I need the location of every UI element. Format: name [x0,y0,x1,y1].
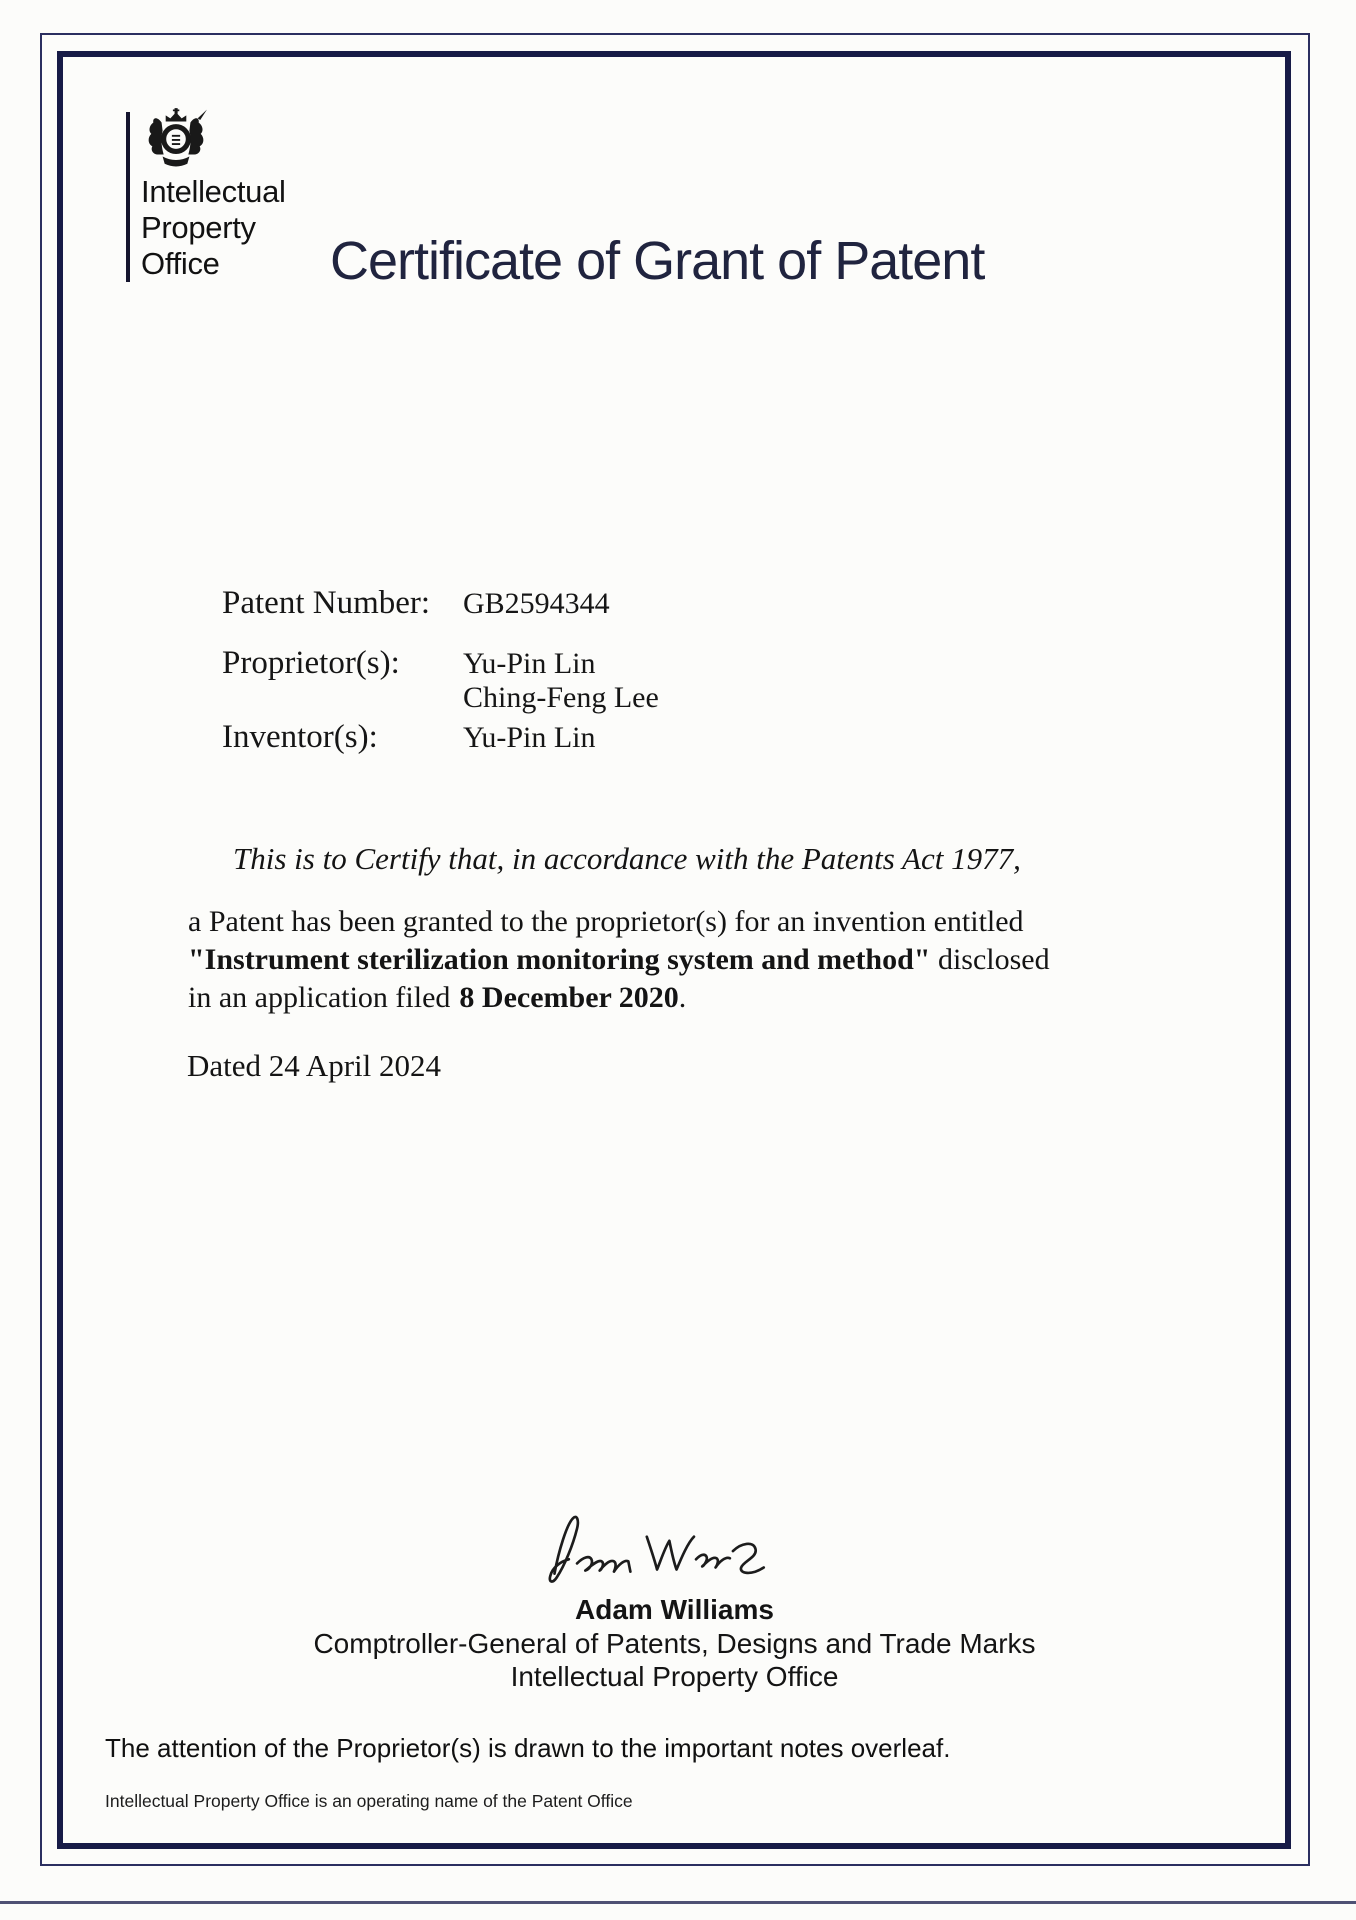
proprietor-name: Ching-Feng Lee [463,681,659,714]
logo-line-property: Property [141,210,256,245]
signatory-block [0,1593,1349,1693]
grant-text: . [678,981,687,1014]
grant-text: in an application filed [188,981,451,1014]
proprietor-name: Yu-Pin Lin [463,647,596,680]
attention-note: The attention of the Proprietor(s) is drawn to the important notes overleaf. [105,1733,951,1763]
field-row-proprietors [222,645,659,715]
grant-text: disclosed [930,943,1050,976]
signatory-title: Comptroller-General of Patents, Designs and Trade Marks [313,1628,1036,1659]
dated-line: Dated 24 April 2024 [187,1048,441,1083]
field-row-inventors [222,719,596,756]
royal-crest-icon [142,108,210,168]
signatory-name: Adam Williams [575,1594,774,1625]
filing-date: 8 December 2020 [459,981,679,1014]
grant-paragraph-line1 [188,903,1050,941]
logo-divider-bar [126,112,130,282]
logo-line-office: Office [141,246,220,281]
ipo-logo-wordmark [141,174,286,282]
grant-paragraph [188,903,1050,1017]
proprietors-label: Proprietor(s): [222,645,400,681]
field-row-patent-number [222,585,610,622]
grant-text: a Patent has been granted to the proprietor(s) for an invention entitled [188,905,1024,938]
handwritten-signature-icon [530,1508,780,1588]
operating-name-note: Intellectual Property Office is an operating name of the Patent Office [105,1791,633,1811]
scan-edge-line [0,1901,1356,1904]
patent-number-value: GB2594344 [463,587,610,620]
certificate-title: Certificate of Grant of Patent [330,231,985,291]
inventors-label: Inventor(s): [222,719,378,755]
grant-paragraph-line3 [188,979,1050,1017]
patent-number-label: Patent Number: [222,585,431,621]
certify-statement: This is to Certify that, in accordance with the Patents Act 1977, [233,841,1021,876]
invention-title: "Instrument sterilization monitoring system and method" [188,943,931,976]
inventor-name: Yu-Pin Lin [463,721,596,754]
logo-line-intellectual: Intellectual [141,174,286,209]
signatory-organisation: Intellectual Property Office [510,1661,839,1692]
grant-paragraph-line2 [188,941,1050,979]
